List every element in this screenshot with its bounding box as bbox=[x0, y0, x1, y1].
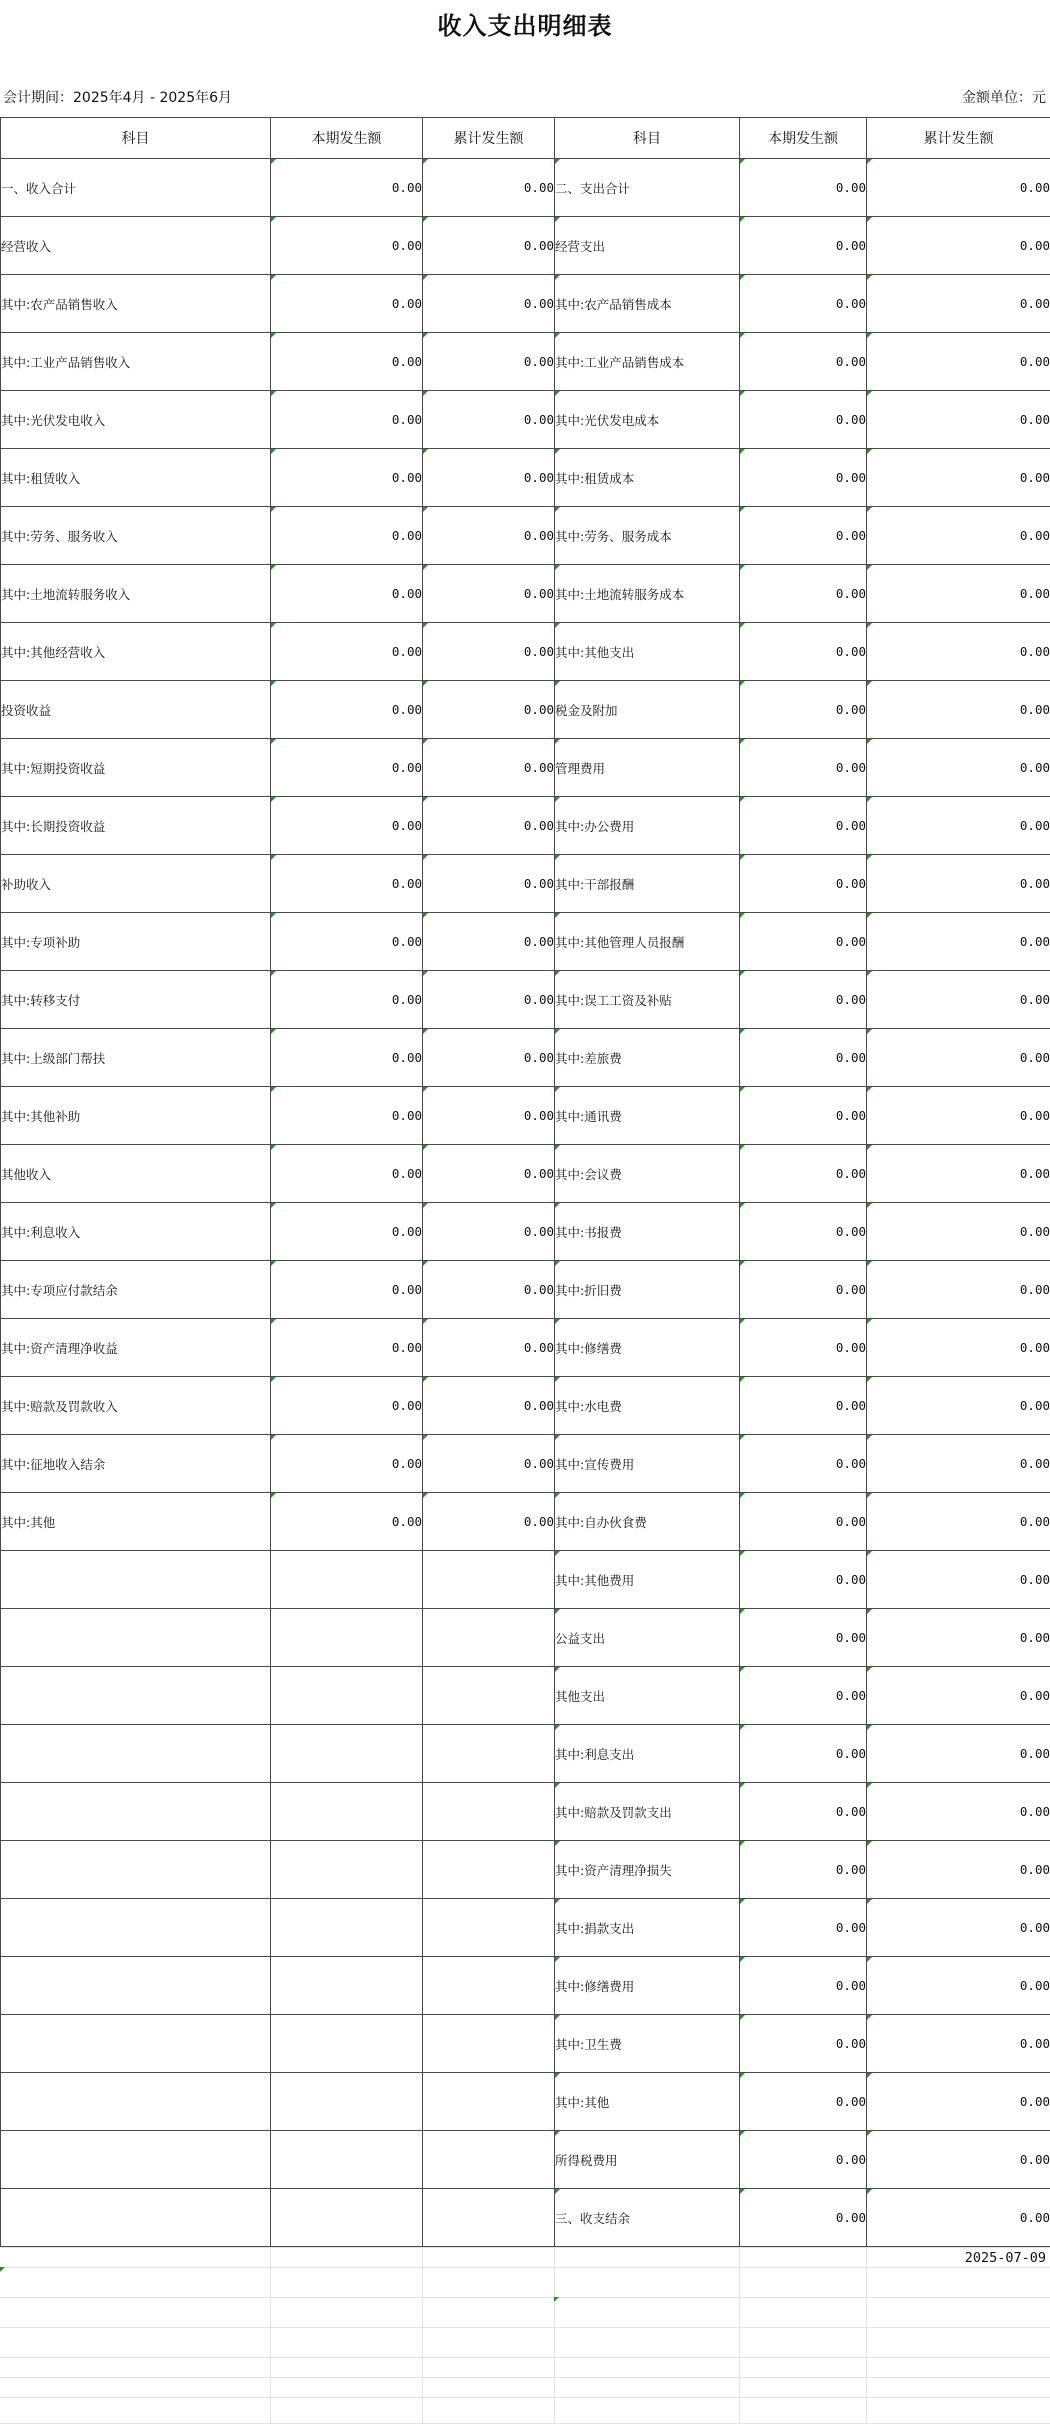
right-subject-cell: 管理费用 bbox=[555, 739, 740, 797]
right-cumulative-amount-cell: 0.00 bbox=[867, 1899, 1050, 1957]
left-cumulative-amount-cell bbox=[423, 1841, 555, 1899]
grid-line bbox=[0, 2377, 1050, 2378]
left-current-amount-cell bbox=[271, 1609, 423, 1667]
table-row bbox=[1, 1551, 1050, 1609]
left-current-amount-cell: 0.00 bbox=[271, 1029, 423, 1087]
left-subject-cell: 其中:短期投资收益 bbox=[1, 739, 271, 797]
table-row bbox=[1, 1783, 1050, 1841]
grid-line bbox=[0, 2247, 1050, 2248]
left-cumulative-amount-cell bbox=[423, 2189, 555, 2247]
right-current-amount-cell: 0.00 bbox=[740, 1783, 867, 1841]
grid-line bbox=[270, 2247, 271, 2424]
right-current-amount-cell: 0.00 bbox=[740, 681, 867, 739]
left-current-amount-cell: 0.00 bbox=[271, 623, 423, 681]
right-cumulative-amount-cell: 0.00 bbox=[867, 1203, 1050, 1261]
right-cumulative-amount-cell: 0.00 bbox=[867, 971, 1050, 1029]
table-row bbox=[1, 449, 1050, 507]
table-row bbox=[1, 1725, 1050, 1783]
left-current-amount-cell: 0.00 bbox=[271, 739, 423, 797]
right-subject-cell: 其中:会议费 bbox=[555, 1145, 740, 1203]
left-subject-cell: 其中:专项应付款结余 bbox=[1, 1261, 271, 1319]
right-current-amount-cell: 0.00 bbox=[740, 1377, 867, 1435]
right-subject-cell: 其中:差旅费 bbox=[555, 1029, 740, 1087]
header-income-subject: 科目 bbox=[1, 118, 271, 159]
right-subject-cell: 其中:修缮费用 bbox=[555, 1957, 740, 2015]
left-current-amount-cell: 0.00 bbox=[271, 507, 423, 565]
left-cumulative-amount-cell: 0.00 bbox=[423, 449, 555, 507]
left-cumulative-amount-cell: 0.00 bbox=[423, 1493, 555, 1551]
right-cumulative-amount-cell: 0.00 bbox=[867, 739, 1050, 797]
right-subject-cell: 所得税费用 bbox=[555, 2131, 740, 2189]
left-cumulative-amount-cell bbox=[423, 2131, 555, 2189]
left-subject-cell: 经营收入 bbox=[1, 217, 271, 275]
right-subject-cell: 其中:其他管理人员报酬 bbox=[555, 913, 740, 971]
right-subject-cell: 其中:误工工资及补贴 bbox=[555, 971, 740, 1029]
right-current-amount-cell: 0.00 bbox=[740, 1087, 867, 1145]
left-subject-cell bbox=[1, 2189, 271, 2247]
left-subject-cell: 其中:专项补助 bbox=[1, 913, 271, 971]
header-expense-current: 本期发生额 bbox=[740, 118, 867, 159]
left-cumulative-amount-cell bbox=[423, 1609, 555, 1667]
table-row bbox=[1, 2015, 1050, 2073]
right-current-amount-cell: 0.00 bbox=[740, 275, 867, 333]
left-current-amount-cell: 0.00 bbox=[271, 1377, 423, 1435]
right-current-amount-cell: 0.00 bbox=[740, 1841, 867, 1899]
right-subject-cell: 其中:资产清理净损失 bbox=[555, 1841, 740, 1899]
right-current-amount-cell: 0.00 bbox=[740, 855, 867, 913]
right-current-amount-cell: 0.00 bbox=[740, 739, 867, 797]
right-cumulative-amount-cell: 0.00 bbox=[867, 1667, 1050, 1725]
right-cumulative-amount-cell: 0.00 bbox=[867, 1435, 1050, 1493]
left-cumulative-amount-cell: 0.00 bbox=[423, 159, 555, 217]
left-cumulative-amount-cell: 0.00 bbox=[423, 797, 555, 855]
right-current-amount-cell: 0.00 bbox=[740, 1667, 867, 1725]
table-row bbox=[1, 2073, 1050, 2131]
left-current-amount-cell: 0.00 bbox=[271, 1145, 423, 1203]
right-current-amount-cell: 0.00 bbox=[740, 913, 867, 971]
table-row bbox=[1, 1609, 1050, 1667]
left-cumulative-amount-cell bbox=[423, 1783, 555, 1841]
right-cumulative-amount-cell: 0.00 bbox=[867, 333, 1050, 391]
left-current-amount-cell: 0.00 bbox=[271, 681, 423, 739]
grid-line bbox=[0, 2357, 1050, 2358]
left-subject-cell bbox=[1, 1667, 271, 1725]
left-subject-cell: 一、收入合计 bbox=[1, 159, 271, 217]
right-cumulative-amount-cell: 0.00 bbox=[867, 159, 1050, 217]
left-cumulative-amount-cell: 0.00 bbox=[423, 565, 555, 623]
right-subject-cell: 其中:租赁成本 bbox=[555, 449, 740, 507]
grid-line bbox=[422, 2247, 423, 2424]
right-cumulative-amount-cell: 0.00 bbox=[867, 1029, 1050, 1087]
table-row bbox=[1, 159, 1050, 217]
right-cumulative-amount-cell: 0.00 bbox=[867, 1319, 1050, 1377]
right-current-amount-cell: 0.00 bbox=[740, 2015, 867, 2073]
right-cumulative-amount-cell: 0.00 bbox=[867, 1841, 1050, 1899]
right-current-amount-cell: 0.00 bbox=[740, 797, 867, 855]
report-date: 2025-07-09 bbox=[964, 2250, 1046, 2266]
left-current-amount-cell: 0.00 bbox=[271, 855, 423, 913]
right-cumulative-amount-cell: 0.00 bbox=[867, 275, 1050, 333]
grid-line bbox=[0, 2397, 1050, 2398]
right-current-amount-cell: 0.00 bbox=[740, 565, 867, 623]
left-current-amount-cell: 0.00 bbox=[271, 1261, 423, 1319]
table-row bbox=[1, 391, 1050, 449]
right-subject-cell: 其中:办公费用 bbox=[555, 797, 740, 855]
left-subject-cell bbox=[1, 1841, 271, 1899]
left-current-amount-cell: 0.00 bbox=[271, 1203, 423, 1261]
table-row bbox=[1, 1435, 1050, 1493]
left-current-amount-cell: 0.00 bbox=[271, 1087, 423, 1145]
left-current-amount-cell bbox=[271, 1841, 423, 1899]
left-current-amount-cell: 0.00 bbox=[271, 797, 423, 855]
left-cumulative-amount-cell: 0.00 bbox=[423, 913, 555, 971]
right-cumulative-amount-cell: 0.00 bbox=[867, 217, 1050, 275]
left-cumulative-amount-cell bbox=[423, 1957, 555, 2015]
left-cumulative-amount-cell: 0.00 bbox=[423, 217, 555, 275]
right-subject-cell: 其中:农产品销售成本 bbox=[555, 275, 740, 333]
currency-unit: 金额单位：元 bbox=[962, 90, 1046, 106]
right-current-amount-cell: 0.00 bbox=[740, 971, 867, 1029]
left-current-amount-cell: 0.00 bbox=[271, 275, 423, 333]
left-cumulative-amount-cell: 0.00 bbox=[423, 333, 555, 391]
left-subject-cell bbox=[1, 1609, 271, 1667]
cell-marker bbox=[554, 2297, 559, 2302]
right-current-amount-cell: 0.00 bbox=[740, 623, 867, 681]
right-subject-cell: 其中:修缮费 bbox=[555, 1319, 740, 1377]
table-row bbox=[1, 1957, 1050, 2015]
table-row bbox=[1, 971, 1050, 1029]
right-cumulative-amount-cell: 0.00 bbox=[867, 1957, 1050, 2015]
right-subject-cell: 其中:利息支出 bbox=[555, 1725, 740, 1783]
right-subject-cell: 其中:劳务、服务成本 bbox=[555, 507, 740, 565]
table-row bbox=[1, 913, 1050, 971]
right-cumulative-amount-cell: 0.00 bbox=[867, 2073, 1050, 2131]
table-row bbox=[1, 2189, 1050, 2247]
right-cumulative-amount-cell: 0.00 bbox=[867, 507, 1050, 565]
report-title: 收入支出明细表 bbox=[437, 12, 613, 40]
left-cumulative-amount-cell: 0.00 bbox=[423, 623, 555, 681]
left-current-amount-cell bbox=[271, 1899, 423, 1957]
right-current-amount-cell: 0.00 bbox=[740, 1493, 867, 1551]
left-subject-cell bbox=[1, 1783, 271, 1841]
left-subject-cell: 其中:工业产品销售收入 bbox=[1, 333, 271, 391]
right-subject-cell: 税金及附加 bbox=[555, 681, 740, 739]
right-subject-cell: 其中:光伏发电成本 bbox=[555, 391, 740, 449]
income-expense-table bbox=[0, 117, 1050, 2247]
right-current-amount-cell: 0.00 bbox=[740, 1725, 867, 1783]
right-current-amount-cell: 0.00 bbox=[740, 1899, 867, 1957]
table-row bbox=[1, 1145, 1050, 1203]
header-expense-subject: 科目 bbox=[555, 118, 740, 159]
right-cumulative-amount-cell: 0.00 bbox=[867, 2131, 1050, 2189]
left-subject-cell bbox=[1, 1551, 271, 1609]
grid-line bbox=[554, 2247, 555, 2424]
right-current-amount-cell: 0.00 bbox=[740, 507, 867, 565]
table-body bbox=[1, 159, 1050, 2247]
table-row bbox=[1, 333, 1050, 391]
left-cumulative-amount-cell: 0.00 bbox=[423, 1203, 555, 1261]
table-row bbox=[1, 1377, 1050, 1435]
right-cumulative-amount-cell: 0.00 bbox=[867, 1377, 1050, 1435]
left-cumulative-amount-cell: 0.00 bbox=[423, 1435, 555, 1493]
header-expense-cumulative: 累计发生额 bbox=[867, 118, 1050, 159]
table-row bbox=[1, 1493, 1050, 1551]
table-row bbox=[1, 1319, 1050, 1377]
left-cumulative-amount-cell: 0.00 bbox=[423, 1261, 555, 1319]
right-subject-cell: 其中:其他 bbox=[555, 2073, 740, 2131]
right-current-amount-cell: 0.00 bbox=[740, 2073, 867, 2131]
left-subject-cell bbox=[1, 1899, 271, 1957]
grid-line bbox=[866, 2247, 867, 2424]
left-cumulative-amount-cell: 0.00 bbox=[423, 1319, 555, 1377]
left-cumulative-amount-cell: 0.00 bbox=[423, 275, 555, 333]
cell-marker bbox=[0, 2267, 5, 2272]
left-subject-cell: 补助收入 bbox=[1, 855, 271, 913]
table-row bbox=[1, 2131, 1050, 2189]
left-subject-cell: 其中:其他补助 bbox=[1, 1087, 271, 1145]
right-current-amount-cell: 0.00 bbox=[740, 1029, 867, 1087]
right-cumulative-amount-cell: 0.00 bbox=[867, 1783, 1050, 1841]
right-cumulative-amount-cell: 0.00 bbox=[867, 797, 1050, 855]
right-subject-cell: 其中:折旧费 bbox=[555, 1261, 740, 1319]
left-subject-cell bbox=[1, 2015, 271, 2073]
left-subject-cell: 其中:上级部门帮扶 bbox=[1, 1029, 271, 1087]
left-cumulative-amount-cell bbox=[423, 2015, 555, 2073]
grid-line bbox=[0, 2297, 1050, 2298]
right-subject-cell: 其中:卫生费 bbox=[555, 2015, 740, 2073]
left-current-amount-cell bbox=[271, 1667, 423, 1725]
header-income-current: 本期发生额 bbox=[271, 118, 423, 159]
grid-line bbox=[739, 2247, 740, 2424]
left-cumulative-amount-cell: 0.00 bbox=[423, 391, 555, 449]
left-current-amount-cell: 0.00 bbox=[271, 1493, 423, 1551]
right-current-amount-cell: 0.00 bbox=[740, 2131, 867, 2189]
left-subject-cell: 其他收入 bbox=[1, 1145, 271, 1203]
right-subject-cell: 其中:通讯费 bbox=[555, 1087, 740, 1145]
right-current-amount-cell: 0.00 bbox=[740, 391, 867, 449]
right-subject-cell: 其中:其他支出 bbox=[555, 623, 740, 681]
right-subject-cell: 经营支出 bbox=[555, 217, 740, 275]
left-cumulative-amount-cell bbox=[423, 1899, 555, 1957]
left-subject-cell: 其中:其他经营收入 bbox=[1, 623, 271, 681]
right-subject-cell: 其中:宣传费用 bbox=[555, 1435, 740, 1493]
left-current-amount-cell bbox=[271, 1725, 423, 1783]
right-subject-cell: 其中:书报费 bbox=[555, 1203, 740, 1261]
right-subject-cell: 其中:工业产品销售成本 bbox=[555, 333, 740, 391]
right-cumulative-amount-cell: 0.00 bbox=[867, 1551, 1050, 1609]
left-subject-cell bbox=[1, 2073, 271, 2131]
left-subject-cell: 其中:赔款及罚款收入 bbox=[1, 1377, 271, 1435]
left-current-amount-cell: 0.00 bbox=[271, 1435, 423, 1493]
right-subject-cell: 三、收支结余 bbox=[555, 2189, 740, 2247]
right-current-amount-cell: 0.00 bbox=[740, 2189, 867, 2247]
left-cumulative-amount-cell: 0.00 bbox=[423, 1087, 555, 1145]
table-row bbox=[1, 1203, 1050, 1261]
left-current-amount-cell: 0.00 bbox=[271, 913, 423, 971]
left-current-amount-cell bbox=[271, 2015, 423, 2073]
right-cumulative-amount-cell: 0.00 bbox=[867, 1493, 1050, 1551]
right-subject-cell: 其中:赔款及罚款支出 bbox=[555, 1783, 740, 1841]
table-row bbox=[1, 1841, 1050, 1899]
right-current-amount-cell: 0.00 bbox=[740, 217, 867, 275]
left-subject-cell: 其中:劳务、服务收入 bbox=[1, 507, 271, 565]
left-cumulative-amount-cell bbox=[423, 1551, 555, 1609]
left-subject-cell: 其中:资产清理净收益 bbox=[1, 1319, 271, 1377]
left-subject-cell: 投资收益 bbox=[1, 681, 271, 739]
right-subject-cell: 其中:土地流转服务成本 bbox=[555, 565, 740, 623]
table-row bbox=[1, 1899, 1050, 1957]
left-current-amount-cell: 0.00 bbox=[271, 1319, 423, 1377]
right-cumulative-amount-cell: 0.00 bbox=[867, 913, 1050, 971]
right-cumulative-amount-cell: 0.00 bbox=[867, 391, 1050, 449]
right-cumulative-amount-cell: 0.00 bbox=[867, 855, 1050, 913]
left-current-amount-cell: 0.00 bbox=[271, 565, 423, 623]
left-current-amount-cell bbox=[271, 1957, 423, 2015]
left-subject-cell: 其中:光伏发电收入 bbox=[1, 391, 271, 449]
right-cumulative-amount-cell: 0.00 bbox=[867, 1609, 1050, 1667]
left-current-amount-cell: 0.00 bbox=[271, 449, 423, 507]
right-cumulative-amount-cell: 0.00 bbox=[867, 2015, 1050, 2073]
left-cumulative-amount-cell: 0.00 bbox=[423, 971, 555, 1029]
right-current-amount-cell: 0.00 bbox=[740, 1261, 867, 1319]
left-current-amount-cell: 0.00 bbox=[271, 391, 423, 449]
right-current-amount-cell: 0.00 bbox=[740, 1957, 867, 2015]
left-current-amount-cell: 0.00 bbox=[271, 217, 423, 275]
right-subject-cell: 其他支出 bbox=[555, 1667, 740, 1725]
grid-line bbox=[0, 2327, 1050, 2328]
left-subject-cell: 其中:农产品销售收入 bbox=[1, 275, 271, 333]
left-cumulative-amount-cell: 0.00 bbox=[423, 855, 555, 913]
right-subject-cell: 其中:干部报酬 bbox=[555, 855, 740, 913]
right-current-amount-cell: 0.00 bbox=[740, 1551, 867, 1609]
left-cumulative-amount-cell bbox=[423, 1667, 555, 1725]
table-row bbox=[1, 1261, 1050, 1319]
right-current-amount-cell: 0.00 bbox=[740, 1609, 867, 1667]
left-subject-cell: 其中:征地收入结余 bbox=[1, 1435, 271, 1493]
left-subject-cell: 其中:租赁收入 bbox=[1, 449, 271, 507]
right-current-amount-cell: 0.00 bbox=[740, 449, 867, 507]
table-row bbox=[1, 1087, 1050, 1145]
table-row bbox=[1, 797, 1050, 855]
right-subject-cell: 其中:自办伙食费 bbox=[555, 1493, 740, 1551]
left-current-amount-cell bbox=[271, 2073, 423, 2131]
table-row bbox=[1, 275, 1050, 333]
left-cumulative-amount-cell: 0.00 bbox=[423, 1029, 555, 1087]
grid-line bbox=[0, 2267, 1050, 2268]
left-current-amount-cell bbox=[271, 1551, 423, 1609]
left-subject-cell: 其中:其他 bbox=[1, 1493, 271, 1551]
left-cumulative-amount-cell: 0.00 bbox=[423, 1377, 555, 1435]
table-row bbox=[1, 1029, 1050, 1087]
left-subject-cell bbox=[1, 1725, 271, 1783]
right-current-amount-cell: 0.00 bbox=[740, 159, 867, 217]
right-cumulative-amount-cell: 0.00 bbox=[867, 681, 1050, 739]
right-cumulative-amount-cell: 0.00 bbox=[867, 1145, 1050, 1203]
right-cumulative-amount-cell: 0.00 bbox=[867, 2189, 1050, 2247]
right-subject-cell: 其中:捐款支出 bbox=[555, 1899, 740, 1957]
table-row bbox=[1, 855, 1050, 913]
header-income-cumulative: 累计发生额 bbox=[423, 118, 555, 159]
right-cumulative-amount-cell: 0.00 bbox=[867, 1261, 1050, 1319]
left-current-amount-cell bbox=[271, 1783, 423, 1841]
left-subject-cell: 其中:土地流转服务收入 bbox=[1, 565, 271, 623]
table-header-row bbox=[1, 118, 1050, 159]
right-current-amount-cell: 0.00 bbox=[740, 1203, 867, 1261]
left-current-amount-cell bbox=[271, 2189, 423, 2247]
left-current-amount-cell: 0.00 bbox=[271, 971, 423, 1029]
right-current-amount-cell: 0.00 bbox=[740, 333, 867, 391]
right-current-amount-cell: 0.00 bbox=[740, 1145, 867, 1203]
right-subject-cell: 其中:水电费 bbox=[555, 1377, 740, 1435]
left-cumulative-amount-cell: 0.00 bbox=[423, 739, 555, 797]
left-subject-cell bbox=[1, 1957, 271, 2015]
table-row bbox=[1, 217, 1050, 275]
left-subject-cell bbox=[1, 2131, 271, 2189]
table-row bbox=[1, 1667, 1050, 1725]
left-current-amount-cell: 0.00 bbox=[271, 159, 423, 217]
left-current-amount-cell bbox=[271, 2131, 423, 2189]
right-current-amount-cell: 0.00 bbox=[740, 1319, 867, 1377]
right-cumulative-amount-cell: 0.00 bbox=[867, 565, 1050, 623]
right-cumulative-amount-cell: 0.00 bbox=[867, 449, 1050, 507]
left-subject-cell: 其中:转移支付 bbox=[1, 971, 271, 1029]
table-row bbox=[1, 739, 1050, 797]
table-row bbox=[1, 681, 1050, 739]
left-cumulative-amount-cell: 0.00 bbox=[423, 507, 555, 565]
left-subject-cell: 其中:利息收入 bbox=[1, 1203, 271, 1261]
left-cumulative-amount-cell: 0.00 bbox=[423, 1145, 555, 1203]
right-subject-cell: 其中:其他费用 bbox=[555, 1551, 740, 1609]
table-row bbox=[1, 623, 1050, 681]
left-cumulative-amount-cell bbox=[423, 1725, 555, 1783]
right-subject-cell: 二、支出合计 bbox=[555, 159, 740, 217]
right-cumulative-amount-cell: 0.00 bbox=[867, 623, 1050, 681]
right-subject-cell: 公益支出 bbox=[555, 1609, 740, 1667]
table-row bbox=[1, 507, 1050, 565]
accounting-period: 会计期间：2025年4月 - 2025年6月 bbox=[3, 90, 233, 106]
left-cumulative-amount-cell: 0.00 bbox=[423, 681, 555, 739]
left-current-amount-cell: 0.00 bbox=[271, 333, 423, 391]
right-cumulative-amount-cell: 0.00 bbox=[867, 1087, 1050, 1145]
right-cumulative-amount-cell: 0.00 bbox=[867, 1725, 1050, 1783]
left-cumulative-amount-cell bbox=[423, 2073, 555, 2131]
left-subject-cell: 其中:长期投资收益 bbox=[1, 797, 271, 855]
table-row bbox=[1, 565, 1050, 623]
right-current-amount-cell: 0.00 bbox=[740, 1435, 867, 1493]
